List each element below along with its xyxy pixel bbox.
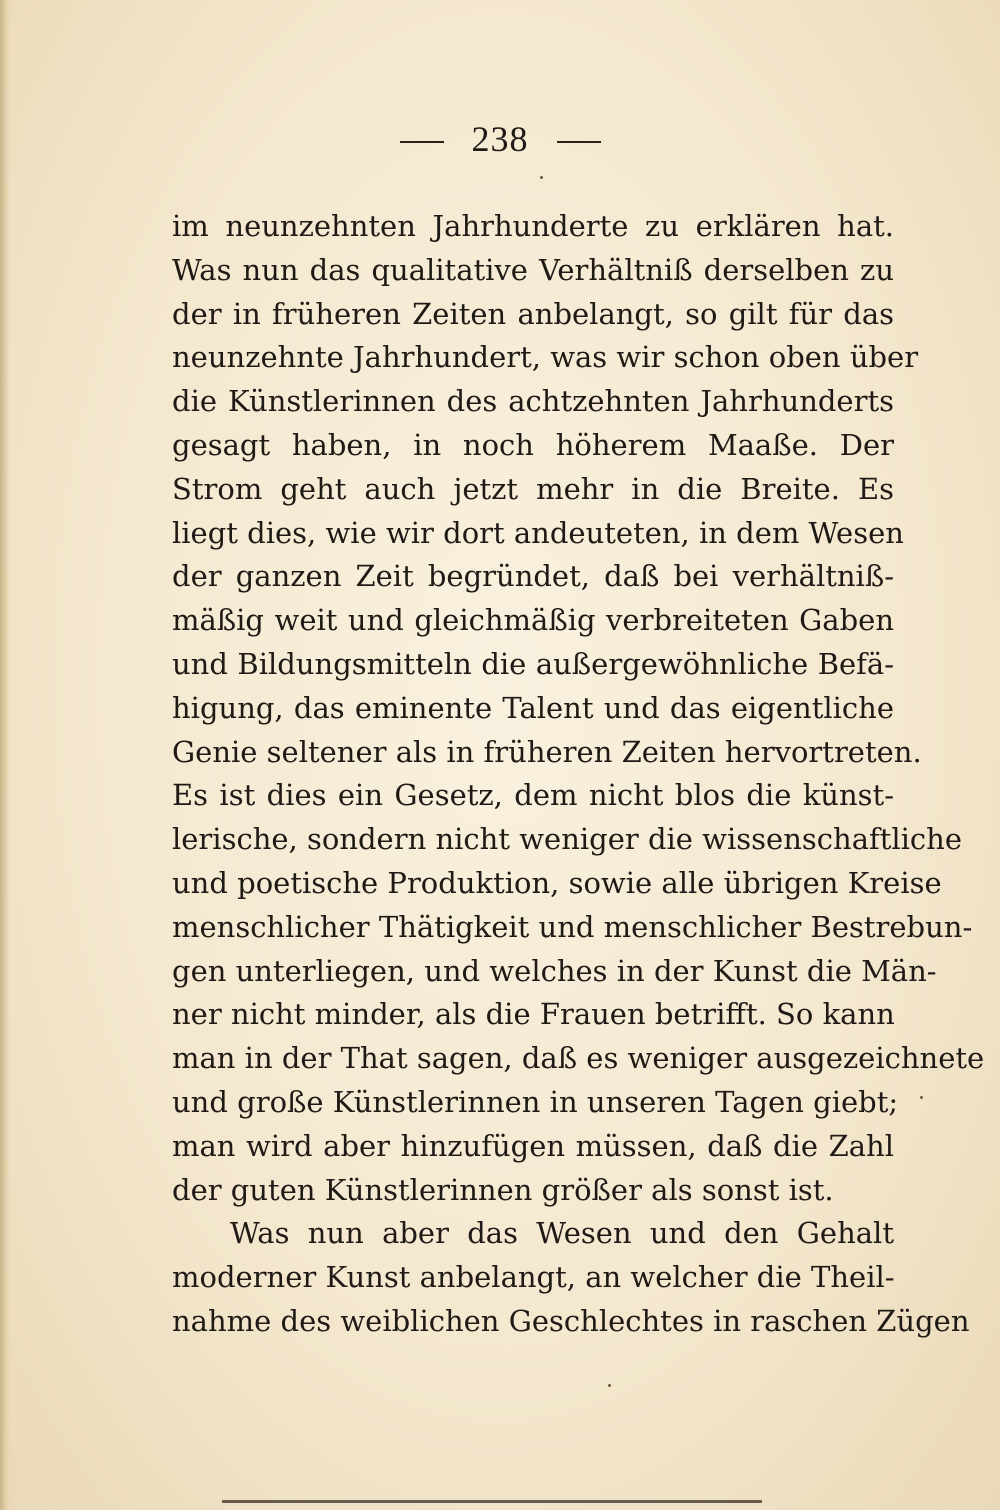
text-line: neunzehnte Jahrhundert, was wir schon oben über xyxy=(172,340,919,375)
text-line: und poetische Produktion, sowie alle übrigen Kreise xyxy=(172,865,942,900)
page-number: 238 xyxy=(471,119,529,159)
text-line: der in früheren Zeiten anbelangt, so gilt für das xyxy=(172,296,894,331)
text-line: lerische, sondern nicht weniger die wissenschaftliche xyxy=(172,822,962,857)
text-line: Es ist dies ein Gesetz, dem nicht blos die künst- xyxy=(172,778,894,813)
text-line: die Künstlerinnen des achtzehnten Jahrhunderts xyxy=(172,384,894,419)
text-line: Genie seltener als in früheren Zeiten hervortreten. xyxy=(172,734,922,769)
text-line: menschlicher Thätigkeit und menschlicher Bestrebun- xyxy=(172,909,973,944)
text-line: nahme des weiblichen Geschlechtes in raschen Zügen xyxy=(172,1303,970,1338)
text-line: moderner Kunst anbelangt, an welcher die Theil- xyxy=(172,1260,895,1295)
text-line: Strom geht auch jetzt mehr in die Breite. Es xyxy=(172,471,894,506)
text-line: Was nun das qualitative Verhältniß derselben zu xyxy=(172,252,894,287)
text-line: man in der That sagen, daß es weniger ausgezeichnete xyxy=(172,1041,985,1076)
body-text xyxy=(172,205,985,1344)
header-dash-left xyxy=(400,141,444,143)
text-line: man wird aber hinzufügen müssen, daß die Zahl xyxy=(172,1128,894,1163)
text-line: liegt dies, wie wir dort andeuteten, in dem Wesen xyxy=(172,515,904,550)
text-line: der guten Künstlerinnen größer als sonst ist. xyxy=(172,1172,834,1207)
paper-speck xyxy=(540,176,543,179)
text-line: gen unterliegen, und welches in der Kunst die Män- xyxy=(172,953,937,988)
page-header xyxy=(0,118,1000,160)
binding-edge xyxy=(0,0,10,1510)
text-line: und Bildungsmitteln die außergewöhnliche Befä- xyxy=(172,646,894,681)
paragraph-start-line: Was nun aber das Wesen und den Gehalt xyxy=(230,1216,894,1251)
text-line: ner nicht minder, als die Frauen betrifft. So kann xyxy=(172,997,895,1032)
header-dash-right xyxy=(557,141,601,143)
paper-speck xyxy=(608,1384,611,1387)
text-line: im neunzehnten Jahrhunderte zu erklären hat. xyxy=(172,209,894,243)
text-line: und große Künstlerinnen in unseren Tagen giebt; xyxy=(172,1084,899,1119)
paper-speck xyxy=(920,1096,923,1099)
text-line: mäßig weit und gleichmäßig verbreiteten Gaben xyxy=(172,603,894,638)
text-line: gesagt haben, in noch höherem Maaße. Der xyxy=(172,427,894,462)
text-line: higung, das eminente Talent und das eigentliche xyxy=(172,690,894,725)
text-line: der ganzen Zeit begründet, daß bei verhältniß- xyxy=(172,559,894,594)
bottom-edge-rule xyxy=(222,1500,762,1503)
